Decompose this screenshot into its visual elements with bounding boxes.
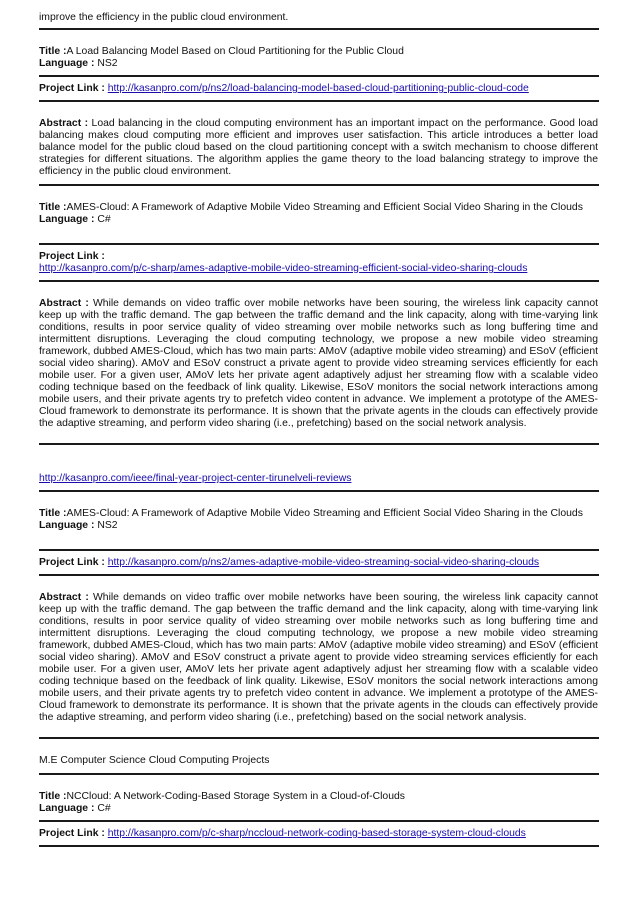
entry-1-title-block [39, 186, 598, 243]
project-link-label: Project Link : [39, 828, 105, 839]
project-link-label: Project Link : [39, 83, 105, 94]
entry-3-title-block [39, 775, 598, 820]
entry-2-link-block [39, 551, 598, 574]
document-page [39, 12, 598, 847]
project-link[interactable]: http://kasanpro.com/p/c-sharp/nccloud-network-coding-based-storage-system-cloud-clouds [107, 828, 526, 839]
language-label: Language : [39, 803, 95, 814]
project-link[interactable]: http://kasanpro.com/p/ns2/ames-adaptive-mobile-video-streaming-social-video-sharing-clouds [107, 557, 540, 568]
entry-3-link-block [39, 822, 598, 845]
project-link[interactable]: http://kasanpro.com/p/c-sharp/ames-adaptive-mobile-video-streaming-efficient-social-video-sharing-clouds [39, 263, 528, 274]
entry-1-link-block [39, 245, 598, 280]
abstract-label: Abstract : [39, 592, 89, 603]
entry-language: NS2 [97, 520, 118, 531]
entry-title: AMES-Cloud: A Framework of Adaptive Mobile Video Streaming and Efficient Social Video Sharing in the Clouds [66, 508, 583, 519]
section-heading: M.E Computer Science Cloud Computing Projects [39, 755, 270, 766]
divider [39, 845, 599, 847]
entry-language: C# [97, 214, 111, 225]
project-link-label: Project Link : [39, 251, 105, 262]
entry-0-title-block [39, 30, 598, 75]
title-label: Title : [39, 508, 67, 519]
language-label: Language : [39, 214, 95, 225]
entry-0-abstract-block [39, 102, 598, 184]
entry-title: NCCloud: A Network-Coding-Based Storage System in a Cloud-of-Clouds [66, 791, 405, 802]
entry-title: A Load Balancing Model Based on Cloud Partitioning for the Public Cloud [66, 46, 404, 57]
abstract-label: Abstract : [39, 118, 89, 129]
title-label: Title : [39, 791, 67, 802]
ad-link-block [39, 445, 598, 490]
entry-2-abstract-block [39, 576, 598, 737]
language-label: Language : [39, 58, 95, 69]
abstract-text: While demands on video traffic over mobile networks have been souring, the wireless link capacity cannot keep up with the traffic demand. The gap between the traffic demand and the link capacity, along with time-varying link conditions, results in poor service quality of video streaming over mobile networks such as long buffering time and intermittent disruptions. Leveraging the cloud computing technology, we propose a new mobile video streaming framework, dubbed AMES-Cloud, which has two main parts: AMoV (adaptive mobile video streaming) and ESoV (efficient social video sharing). AMoV and ESoV construct a private agent to provide video streaming services efficiently for each mobile user. For a given user, AMoV lets her private agent adaptively adjust her streaming flow with a scalable video coding technique based on the feedback of link quality. Likewise, ESoV monitors the social network interactions among mobile users, and their private agents try to prefetch video content in advance. We implement a prototype of the AMES-Cloud framework to demonstrate its performance. It is shown that the private agents in the clouds can effectively provide the adaptive streaming, and perform video sharing (i.e., prefetching) based on the social network analysis. [39, 298, 598, 429]
entry-title: AMES-Cloud: A Framework of Adaptive Mobile Video Streaming and Efficient Social Video Sharing in the Clouds [66, 202, 583, 213]
entry-language: NS2 [97, 58, 118, 69]
intro-tail-text: improve the efficiency in the public cloud environment. [39, 12, 289, 23]
title-label: Title : [39, 46, 67, 57]
title-label: Title : [39, 202, 67, 213]
abstract-label: Abstract : [39, 298, 89, 309]
project-link[interactable]: http://kasanpro.com/p/ns2/load-balancing-model-based-cloud-partitioning-public-cloud-code [107, 83, 529, 94]
abstract-text: Load balancing in the cloud computing environment has an important impact on the performance. Good load balancing makes cloud computing more efficient and improves user satisfaction. This article introduces a better load balance model for the public cloud based on the cloud partitioning concept with a switch mechanism to choose different strategies for different situations. The algorithm applies the game theory to the load balancing strategy to improve the efficiency in the public cloud environment. [39, 118, 599, 177]
intro-text-block [39, 12, 598, 28]
entry-language: C# [97, 803, 111, 814]
entry-0-link-block [39, 77, 598, 100]
language-label: Language : [39, 520, 95, 531]
entry-2-title-block [39, 492, 598, 549]
review-link[interactable]: http://kasanpro.com/ieee/final-year-project-center-tirunelveli-reviews [39, 473, 352, 484]
section-heading-block [39, 739, 598, 773]
project-link-label: Project Link : [39, 557, 105, 568]
entry-1-abstract-block [39, 282, 598, 443]
abstract-text: While demands on video traffic over mobile networks have been souring, the wireless link capacity cannot keep up with the traffic demand. The gap between the traffic demand and the link capacity, along with time-varying link conditions, results in poor service quality of video streaming over mobile networks such as long buffering time and intermittent disruptions. Leveraging the cloud computing technology, we propose a new mobile video streaming framework, dubbed AMES-Cloud, which has two main parts: AMoV (adaptive mobile video streaming) and ESoV (efficient social video sharing). AMoV and ESoV construct a private agent to provide video streaming services efficiently for each mobile user. For a given user, AMoV lets her private agent adaptively adjust her streaming flow with a scalable video coding technique based on the feedback of link quality. Likewise, ESoV monitors the social network interactions among mobile users, and their private agents try to prefetch video content in advance. We implement a prototype of the AMES-Cloud framework to demonstrate its performance. It is shown that the private agents in the clouds can effectively provide the adaptive streaming, and perform video sharing (i.e., prefetching) based on the social network analysis. [39, 592, 598, 723]
